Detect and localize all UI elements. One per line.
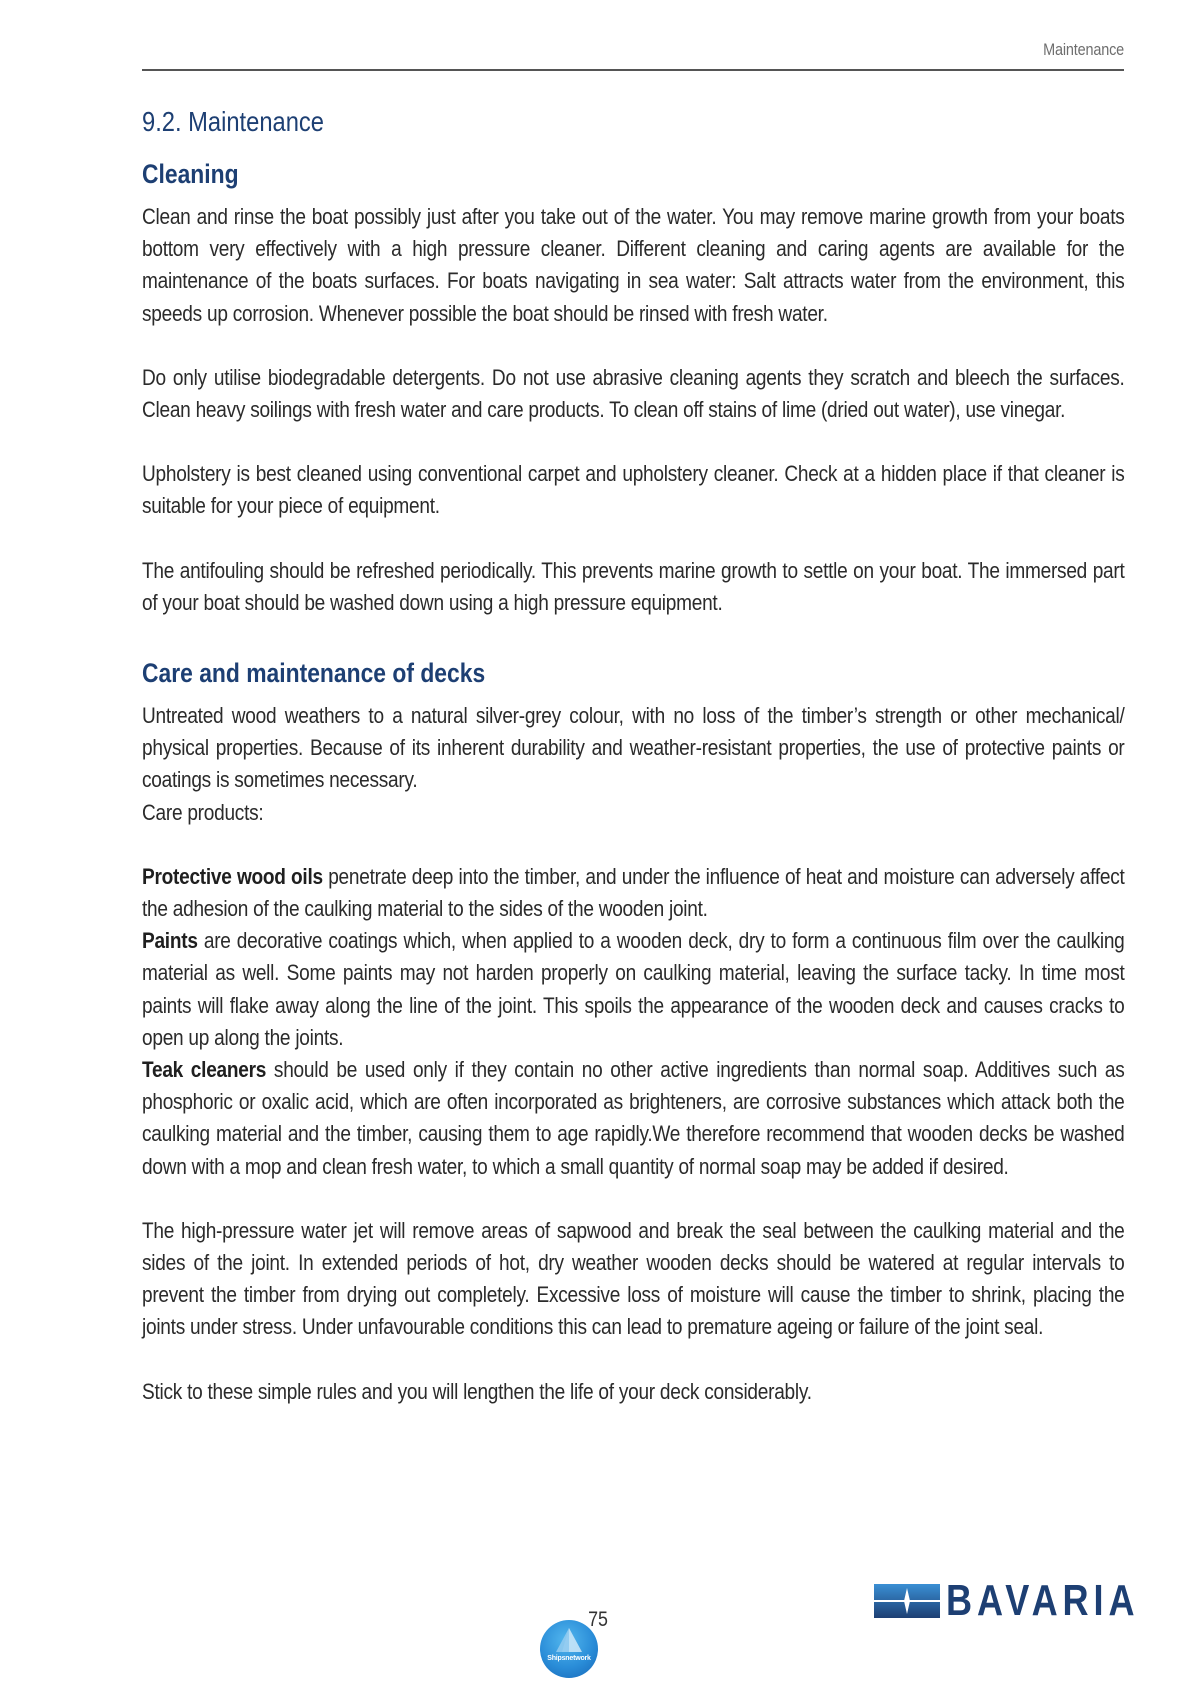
cleaning-paragraph: Do only utilise biodegradable detergents. Do not use abrasive cleaning agents they scratch and bleech the surfaces. Clean heavy soilings with fresh water and care products. To clean off stains of lime (dried out water), use vinegar. bbox=[142, 364, 1125, 423]
paints-term: Paints bbox=[142, 928, 198, 954]
cleaning-paragraph: The antifouling should be refreshed periodically. This prevents marine growth to settle on your boat. The immersed part of your boat should be washed down using a high pressure equipment. bbox=[142, 557, 1125, 615]
section-title: 9.2. Maintenance bbox=[142, 106, 324, 137]
cleaning-paragraph: Clean and rinse the boat possibly just after you take out of the water. You may remove marine growth from your boats bottom very effectively with a high pressure cleaner. Different cleaning and caring agents are available for the maintenance of the boats surfaces. For boats navigating in sea water: Salt attracts water from the environment, this speeds up corrosion. Whenever possible the boat should be rinsed with fresh water. bbox=[142, 204, 1125, 326]
care-products-label: Care products: bbox=[142, 799, 264, 825]
paints-paragraph bbox=[142, 925, 1125, 1054]
sail-icon bbox=[540, 1620, 598, 1678]
teak-cleaners-text: should be used only if they contain no other active ingredients than normal soap. Additives such as phosphoric or oxalic acid, which are often incorporated as brighteners, are corrosive substances which attack both the caulking material and the timber, causing them to age rapidly.We therefore recommend that wooden decks be washed down with a mop and clean fresh water, to which a small quantity of normal soap may be added if desired. bbox=[142, 1057, 1125, 1179]
cleaning-paragraph: Upholstery is best cleaned using conventional carpet and upholstery cleaner. Check at a hidden place if that cleaner is suitable for your piece of equipment. bbox=[142, 461, 1125, 519]
wood-oils-term: Protective wood oils bbox=[142, 863, 323, 889]
wood-oils-text: penetrate deep into the timber, and under the influence of heat and moisture can adversely affect the adhesion of the caulking material to the sides of the wooden joint. bbox=[142, 863, 1125, 922]
badge-label: Shipsnetwork bbox=[547, 1655, 591, 1662]
shipsnetwork-badge[interactable] bbox=[540, 1620, 598, 1678]
running-header: Maintenance bbox=[1043, 40, 1124, 59]
bavaria-logo bbox=[874, 1576, 1140, 1625]
page-number: 75 bbox=[588, 1608, 608, 1631]
teak-cleaners-paragraph bbox=[142, 1054, 1125, 1183]
wood-oils-paragraph bbox=[142, 861, 1125, 925]
teak-cleaners-term: Teak cleaners bbox=[142, 1057, 267, 1083]
paints-text: are decorative coatings which, when applied to a wooden deck, dry to form a continuous film over the caulking material as well. Some paints may not harden properly on caulking material, leaving the surface tacky. In time most paints will flake away along the line of the joint. This spoils the appearance of the wooden deck and causes cracks to open up along the joints. bbox=[142, 928, 1125, 1050]
header-divider bbox=[142, 69, 1124, 71]
bavaria-logo-mark-icon bbox=[874, 1584, 940, 1618]
logo-text: BAVARIA bbox=[946, 1576, 1140, 1625]
page-content bbox=[142, 104, 1125, 1408]
decks-intro: Untreated wood weathers to a natural silver-grey colour, with no loss of the timber’s strength or other mechanical/ physical properties. Because of its inherent durability and weather-resistant properties, the use of protective paints or coatings is sometimes necessary. bbox=[142, 703, 1125, 793]
closing-paragraph: Stick to these simple rules and you will lengthen the life of your deck considerably. bbox=[142, 1378, 812, 1404]
high-pressure-paragraph: The high-pressure water jet will remove areas of sapwood and break the seal between the caulking material and the sides of the joint. In extended periods of hot, dry weather wooden decks should be watered at regular intervals to prevent the timber from drying out completely. Excessive loss of moisture will cause the timber to shrink, placing the joints under stress. Under unfavourable conditions this can lead to premature ageing or failure of the joint seal. bbox=[142, 1217, 1125, 1340]
decks-heading: Care and maintenance of decks bbox=[142, 658, 486, 689]
cleaning-heading: Cleaning bbox=[142, 159, 239, 189]
